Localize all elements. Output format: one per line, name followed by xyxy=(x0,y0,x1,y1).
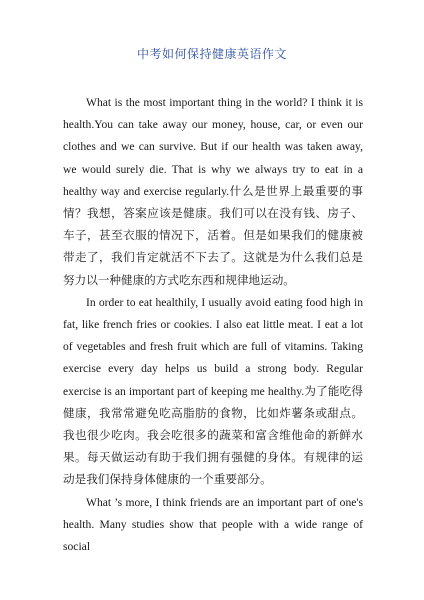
document-title: 中考如何保持健康英语作文 xyxy=(136,47,287,61)
paragraph-1: What is the most important thing in the world? I think it is health.You can take away our money, house, car, or even our clothes and we can survive. But if our health was taken away, we would surely die. That is why we always try to eat in a healthy way and exercise regularly.什么是世界上最重要的事情？我想，答案应该是健康。我们可以在没有钱、房子、车子，甚至衣服的情况下，活着。但是如果我们的健康被带走了，我们肯定就活不下去了。这就是为什么我们总是努力以一种健康的方式吃东西和规律地运动。 xyxy=(63,96,363,287)
paragraph-3: What ’s more, I think friends are an important part of one's health. Many studies show that people with a wide range of social xyxy=(63,495,363,554)
document-body xyxy=(63,92,363,558)
paragraph-2: In order to eat healthily, I usually avoid eating food high in fat, like french fries or cookies. I also eat little meat. I eat a lot of vegetables and fresh fruit which are full of vitamins. Taking exercise every day helps us build a strong body. Regular exercise is an important part of keeping me healthy.为了能吃得健康，我常常避免吃高脂肪的食物，比如炸薯条或甜点。我也很少吃肉。我会吃很多的蔬菜和富含维他命的新鲜水果。每天做运动有助于我们拥有强健的身体。有规律的运动是我们保持身体健康的一个重要部分。 xyxy=(63,295,363,487)
